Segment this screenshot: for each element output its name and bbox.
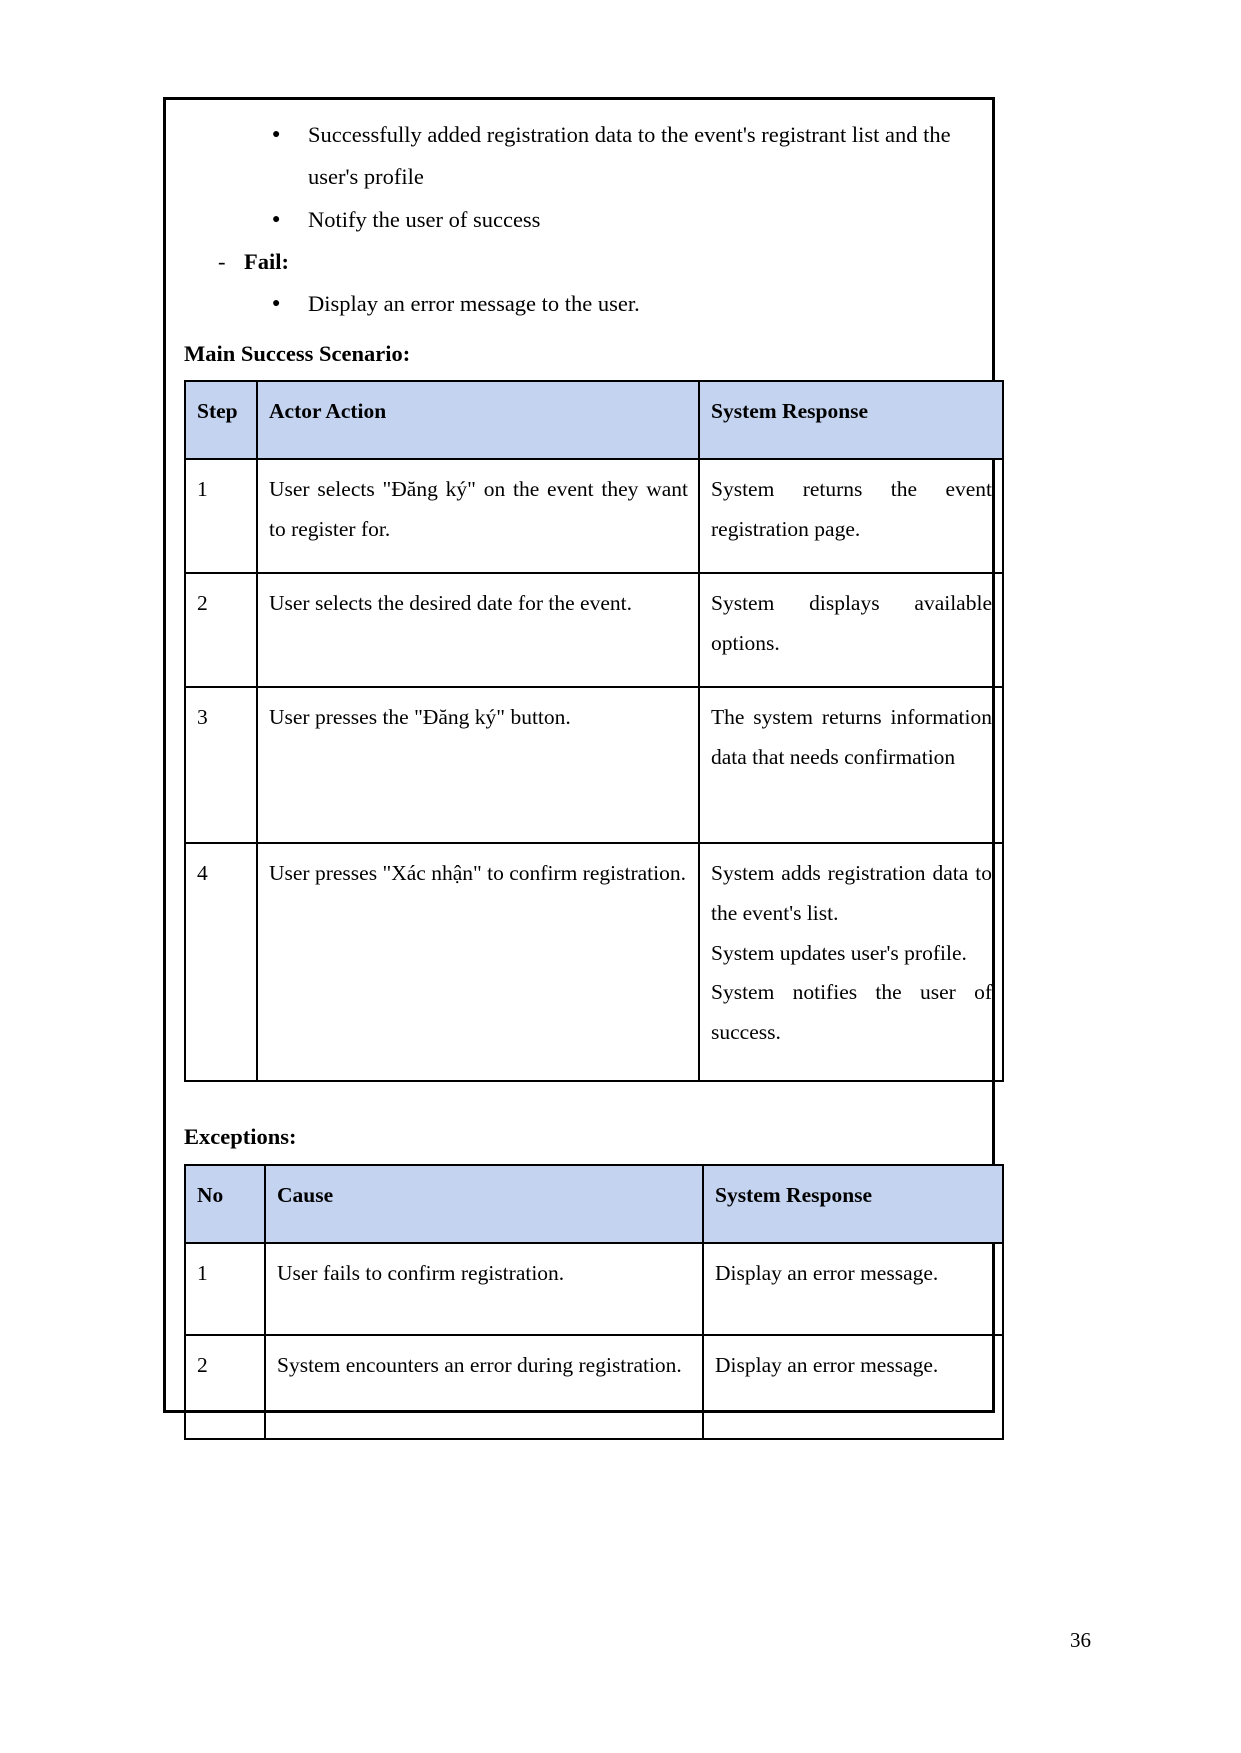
list-item: [256, 283, 970, 325]
actor-action: User presses "Xác nhận" to confirm registration.: [257, 843, 699, 1081]
actor-action: User selects "Đăng ký" on the event they want to register for.: [257, 459, 699, 573]
exceptions-table: [184, 1164, 1004, 1440]
step-number: 2: [185, 573, 257, 687]
step-number: 1: [185, 459, 257, 573]
exception-number: 1: [185, 1243, 265, 1335]
table-header-row: [185, 381, 1003, 459]
exception-number: 2: [185, 1335, 265, 1439]
system-response-line: System notifies the user of success.: [711, 980, 992, 1045]
success-bullet-2: Notify the user of success: [308, 206, 541, 232]
step-number: 4: [185, 843, 257, 1081]
exception-response: Display an error message.: [703, 1243, 1003, 1335]
fail-outcome-list: [184, 283, 970, 325]
exception-cause: System encounters an error during registration.: [265, 1335, 703, 1439]
column-header-cause: Cause: [265, 1165, 703, 1243]
table-row: [185, 1243, 1003, 1335]
column-header-actor-action: Actor Action: [257, 381, 699, 459]
column-header-no: No: [185, 1165, 265, 1243]
list-item: [256, 199, 970, 241]
fail-label: - Fail:: [206, 241, 970, 283]
page-number: 36: [1070, 1628, 1091, 1652]
system-response: System displays available options.: [699, 573, 1003, 687]
system-response: System returns the event registration page.: [699, 459, 1003, 573]
system-response-line: System adds registration data to the event's list.: [711, 861, 992, 925]
table-header-row: [185, 1165, 1003, 1243]
actor-action: User presses the "Đăng ký" button.: [257, 687, 699, 843]
exception-cause: User fails to confirm registration.: [265, 1243, 703, 1335]
table-row: [185, 459, 1003, 573]
fail-bullet-1: Display an error message to the user.: [308, 291, 640, 317]
table-row: [185, 843, 1003, 1081]
table-row: [185, 687, 1003, 843]
system-response-line: System updates user's profile.: [711, 940, 967, 965]
step-number: 3: [185, 687, 257, 843]
actor-action: User selects the desired date for the event.: [257, 573, 699, 687]
table-row: [185, 573, 1003, 687]
main-success-scenario-table: [184, 380, 1004, 1082]
column-header-step: Step: [185, 381, 257, 459]
table-row: [185, 1335, 1003, 1439]
column-header-system-response: System Response: [699, 381, 1003, 459]
success-outcome-list: [184, 114, 970, 241]
list-item: [256, 114, 970, 199]
exceptions-heading: Exceptions:: [184, 1124, 297, 1149]
system-response: [699, 843, 1003, 1081]
success-bullet-1: Successfully added registration data to the event's registrant list and the user's profile: [308, 122, 951, 190]
exception-response: Display an error message.: [703, 1335, 1003, 1439]
main-success-scenario-heading: Main Success Scenario:: [184, 341, 411, 367]
system-response: The system returns information data that needs confirmation: [699, 687, 1003, 843]
column-header-system-response: System Response: [703, 1165, 1003, 1243]
page-content-frame: [163, 97, 995, 1413]
